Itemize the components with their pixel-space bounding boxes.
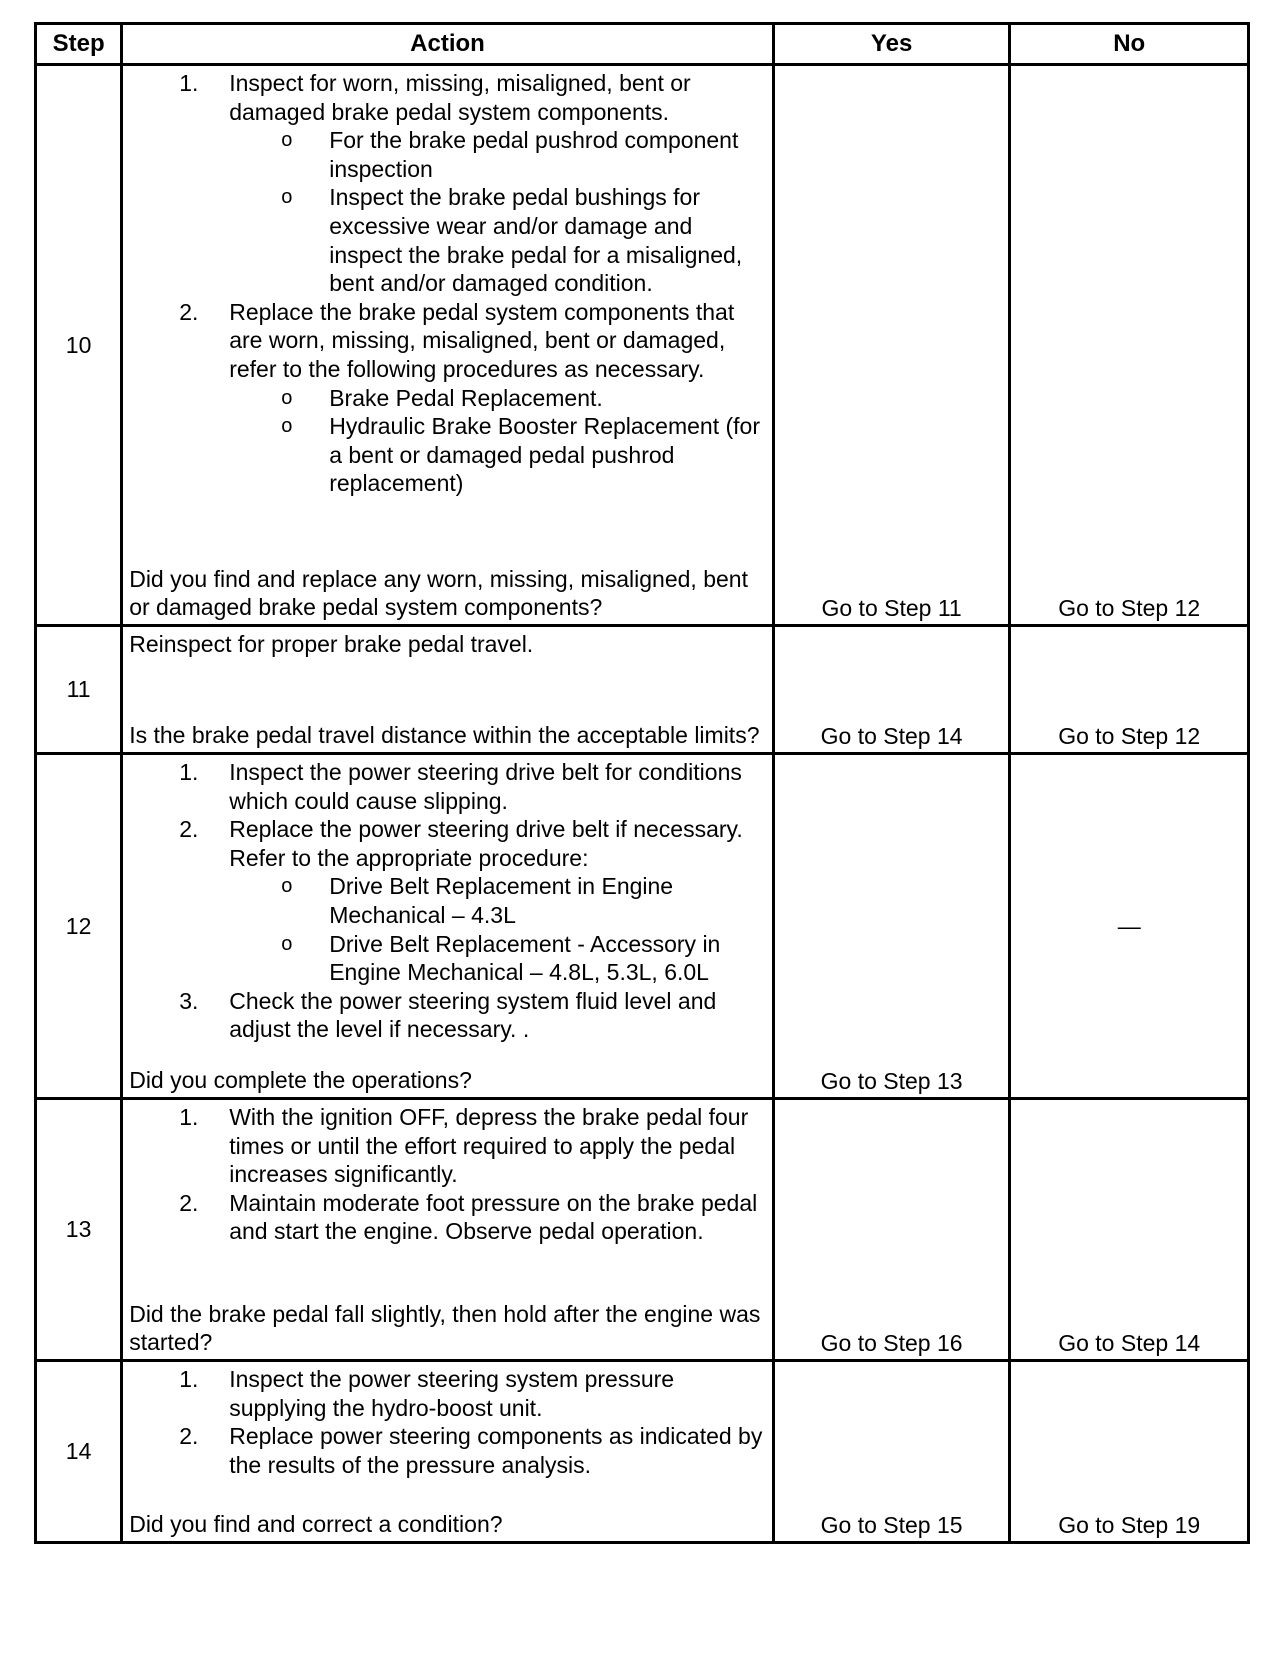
- circle-bullet-icon: o: [281, 875, 293, 898]
- sub-item-text: Brake Pedal Replacement.: [329, 384, 603, 411]
- sub-list: [229, 126, 766, 298]
- action-steps-list: [129, 758, 766, 1044]
- step-number: 10: [36, 65, 122, 626]
- no-result: Go to Step 14: [1010, 1099, 1249, 1361]
- step-text: Maintain moderate foot pressure on the brake pedal and start the engine. Observe pedal operation.: [229, 1189, 758, 1245]
- sub-item-text: Hydraulic Brake Booster Replacement (for a bent or damaged pedal pushrod replacement): [329, 413, 760, 497]
- header-action: Action: [122, 24, 774, 65]
- action-cell: [122, 754, 774, 1099]
- yes-result: Go to Step 16: [773, 1099, 1010, 1361]
- action-step: [129, 758, 766, 815]
- header-yes: Yes: [773, 24, 1010, 65]
- table-row: [36, 65, 1249, 626]
- step-number: 12: [36, 754, 122, 1099]
- circle-bullet-icon: o: [281, 415, 293, 438]
- table-row: [36, 1099, 1249, 1361]
- sub-list: [229, 384, 766, 498]
- sub-item-text: Inspect the brake pedal bushings for excessive wear and/or damage and inspect the brake pedal for a misaligned, bent and/or damaged condition.: [329, 184, 743, 297]
- table-row: [36, 754, 1249, 1099]
- step-index: 1.: [179, 1366, 199, 1392]
- sub-item-text: Drive Belt Replacement in Engine Mechanical – 4.3L: [329, 873, 674, 928]
- action-step: [129, 815, 766, 987]
- step-index: 2.: [179, 1189, 199, 1216]
- step-index: 2.: [179, 816, 199, 843]
- yes-result: Go to Step 13: [773, 754, 1010, 1099]
- step-index: 2.: [179, 1423, 199, 1450]
- step-number: 14: [36, 1361, 122, 1543]
- question-text: Did you complete the operations?: [129, 1067, 472, 1094]
- step-text: Replace power steering components as indicated by the results of the pressure analysis.: [229, 1423, 763, 1478]
- sub-item: [129, 412, 766, 498]
- step-index: 1.: [179, 1104, 199, 1130]
- action-steps-list: [129, 1103, 766, 1246]
- action-cell: [122, 626, 774, 754]
- sub-item: [129, 126, 766, 183]
- action-step: [129, 69, 766, 298]
- header-step: Step: [36, 24, 122, 65]
- action-step: [129, 1365, 766, 1422]
- circle-bullet-icon: o: [281, 129, 293, 152]
- sub-item: [129, 872, 766, 929]
- yes-result: Go to Step 14: [773, 626, 1010, 754]
- action-step: [129, 1103, 766, 1189]
- circle-bullet-icon: o: [281, 386, 293, 409]
- action-steps-list: [129, 1365, 766, 1479]
- action-step: [129, 1422, 766, 1479]
- dash-placeholder: —: [1117, 912, 1141, 939]
- action-step: [129, 987, 766, 1044]
- diagnostic-table: [34, 22, 1250, 1544]
- question-text: Is the brake pedal travel distance within the acceptable limits?: [129, 722, 760, 749]
- sub-item: [129, 183, 766, 297]
- no-result: Go to Step 19: [1010, 1361, 1249, 1543]
- sub-item-text: For the brake pedal pushrod component inspection: [329, 127, 739, 182]
- action-cell: [122, 1099, 774, 1361]
- action-step: [129, 298, 766, 498]
- table-row: [36, 1361, 1249, 1543]
- yes-result: Go to Step 11: [773, 65, 1010, 626]
- step-text: Inspect the power steering system pressure supplying the hydro-boost unit.: [229, 1366, 675, 1421]
- step-number: 13: [36, 1099, 122, 1361]
- question-text: Did you find and correct a condition?: [129, 1511, 503, 1538]
- action-cell: [122, 1361, 774, 1543]
- yes-result: Go to Step 15: [773, 1361, 1010, 1543]
- step-index: 1.: [179, 759, 199, 785]
- sub-item: [129, 384, 766, 413]
- step-index: 1.: [179, 70, 199, 96]
- sub-item-text: Drive Belt Replacement - Accessory in Engine Mechanical – 4.8L, 5.3L, 6.0L: [329, 930, 721, 986]
- sub-item: [129, 930, 766, 987]
- question-text: Did you find and replace any worn, missing, misaligned, bent or damaged brake pedal system components?: [129, 565, 748, 621]
- action-step: [129, 1189, 766, 1246]
- table-row: [36, 626, 1249, 754]
- no-result: [1010, 754, 1249, 1099]
- step-text: Inspect the power steering drive belt for conditions which could cause slipping.: [229, 759, 742, 814]
- step-text: With the ignition OFF, depress the brake pedal four times or until the effort required to apply the pedal increases significantly.: [229, 1104, 749, 1188]
- step-text: Inspect for worn, missing, misaligned, bent or damaged brake pedal system components.: [229, 70, 691, 125]
- step-text: Check the power steering system fluid level and adjust the level if necessary. .: [229, 987, 717, 1043]
- no-result: Go to Step 12: [1010, 626, 1249, 754]
- question-text: Did the brake pedal fall slightly, then hold after the engine was started?: [129, 1300, 761, 1356]
- action-text: Reinspect for proper brake pedal travel.: [129, 631, 534, 657]
- step-index: 2.: [179, 298, 199, 325]
- action-steps-list: [129, 69, 766, 498]
- header-row: [36, 24, 1249, 65]
- circle-bullet-icon: o: [281, 186, 293, 209]
- circle-bullet-icon: o: [281, 932, 293, 955]
- header-no: No: [1010, 24, 1249, 65]
- step-text: Replace the power steering drive belt if necessary. Refer to the appropriate procedure:: [229, 816, 743, 871]
- step-number: 11: [36, 626, 122, 754]
- step-index: 3.: [179, 987, 199, 1014]
- sub-list: [229, 872, 766, 986]
- no-result: Go to Step 12: [1010, 65, 1249, 626]
- action-cell: [122, 65, 774, 626]
- step-text: Replace the brake pedal system components that are worn, missing, misaligned, bent or damaged, refer to the following procedures as necessary.: [229, 298, 735, 382]
